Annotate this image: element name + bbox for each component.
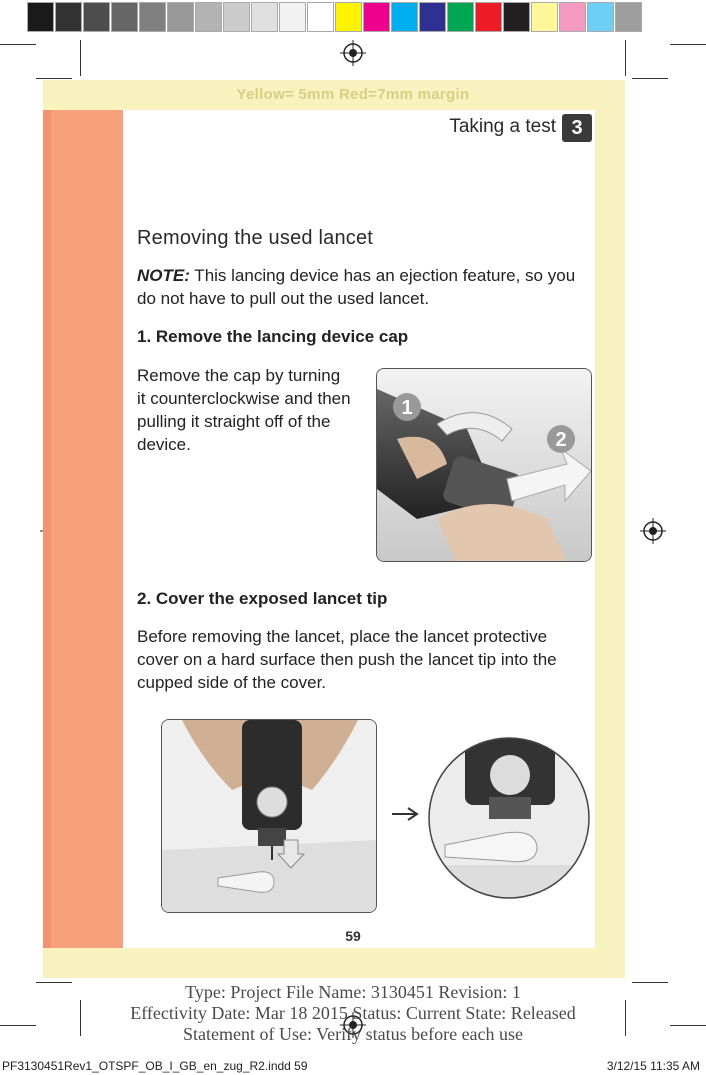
color-swatch: [55, 2, 82, 32]
registration-mark-icon: [640, 518, 666, 544]
slug-line: Effectivity Date: Mar 18 2015 Status: Current State: Released: [130, 1003, 576, 1023]
crop-mark: [0, 44, 36, 45]
slug-line: Type: Project File Name: 3130451 Revision: 1: [185, 982, 521, 1002]
color-swatch: [559, 2, 586, 32]
red-margin-strip: [43, 110, 51, 948]
color-swatch: [363, 2, 390, 32]
crop-mark: [670, 44, 706, 45]
color-swatch: [279, 2, 306, 32]
step1-line: device.: [137, 435, 191, 454]
step1-line: it counterclockwise and then: [137, 389, 351, 408]
section-number-badge: 3: [562, 114, 592, 142]
color-swatch: [475, 2, 502, 32]
step1-line: Remove the cap by turning: [137, 366, 341, 385]
color-swatch: [251, 2, 278, 32]
arrow-right-icon: [392, 806, 420, 822]
color-calibration-bar: [27, 2, 643, 32]
color-swatch: [195, 2, 222, 32]
lancing-device-cap-icon: [377, 369, 592, 562]
file-name: PF3130451Rev1_OTSPF_OB_I_GB_en_zug_R2.indd 59: [2, 1059, 308, 1073]
note-text: do not have to pull out the used lancet.: [137, 289, 430, 308]
color-swatch: [335, 2, 362, 32]
registration-mark-icon: [340, 40, 366, 66]
color-swatch: [419, 2, 446, 32]
color-swatch: [167, 2, 194, 32]
color-swatch: [587, 2, 614, 32]
margin-note: Yellow= 5mm Red=7mm margin: [236, 86, 470, 103]
section-title: Taking a test: [449, 116, 556, 137]
step2-paragraph: [137, 625, 587, 694]
lancet-cover-icon: [162, 720, 377, 913]
color-swatch: [307, 2, 334, 32]
color-swatch: [447, 2, 474, 32]
color-swatch: [27, 2, 54, 32]
figure-label-1: 1: [401, 397, 413, 419]
color-swatch: [139, 2, 166, 32]
step1-line: pulling it straight off of the: [137, 412, 331, 431]
color-swatch: [531, 2, 558, 32]
figure-label-2: 2: [555, 429, 567, 451]
step1-title: 1. Remove the lancing device cap: [137, 327, 409, 346]
color-swatch: [615, 2, 642, 32]
page-number: 59: [345, 928, 361, 944]
crop-mark: [80, 40, 81, 76]
step2-line: cupped side of the cover.: [137, 673, 327, 692]
cover-lancet-illustration: [161, 719, 377, 913]
note-paragraph: [137, 264, 587, 310]
crop-mark: [632, 78, 668, 79]
note-text: This lancing device has an ejection feature, so you: [189, 266, 576, 285]
color-swatch: [503, 2, 530, 32]
color-swatch: [391, 2, 418, 32]
color-swatch: [223, 2, 250, 32]
page-inner-edge: [111, 110, 123, 948]
note-label: NOTE:: [137, 266, 190, 285]
slug-line: Statement of Use: Verify status before each use: [182, 1024, 524, 1044]
step2-line: Before removing the lancet, place the lancet protective: [137, 627, 548, 646]
lancet-in-cover-detail-icon: [425, 735, 593, 900]
step2-title: 2. Cover the exposed lancet tip: [137, 589, 388, 608]
crop-mark: [36, 78, 72, 79]
red-safety-margin: [43, 110, 111, 948]
color-swatch: [83, 2, 110, 32]
file-date: 3/12/15 11:35 AM: [606, 1059, 700, 1073]
remove-cap-illustration: [376, 368, 592, 562]
page-heading: Removing the used lancet: [137, 227, 374, 249]
color-swatch: [111, 2, 138, 32]
crop-mark: [625, 40, 626, 76]
step1-paragraph: [137, 364, 367, 456]
step2-line: cover on a hard surface then push the lancet tip into the: [137, 650, 557, 669]
